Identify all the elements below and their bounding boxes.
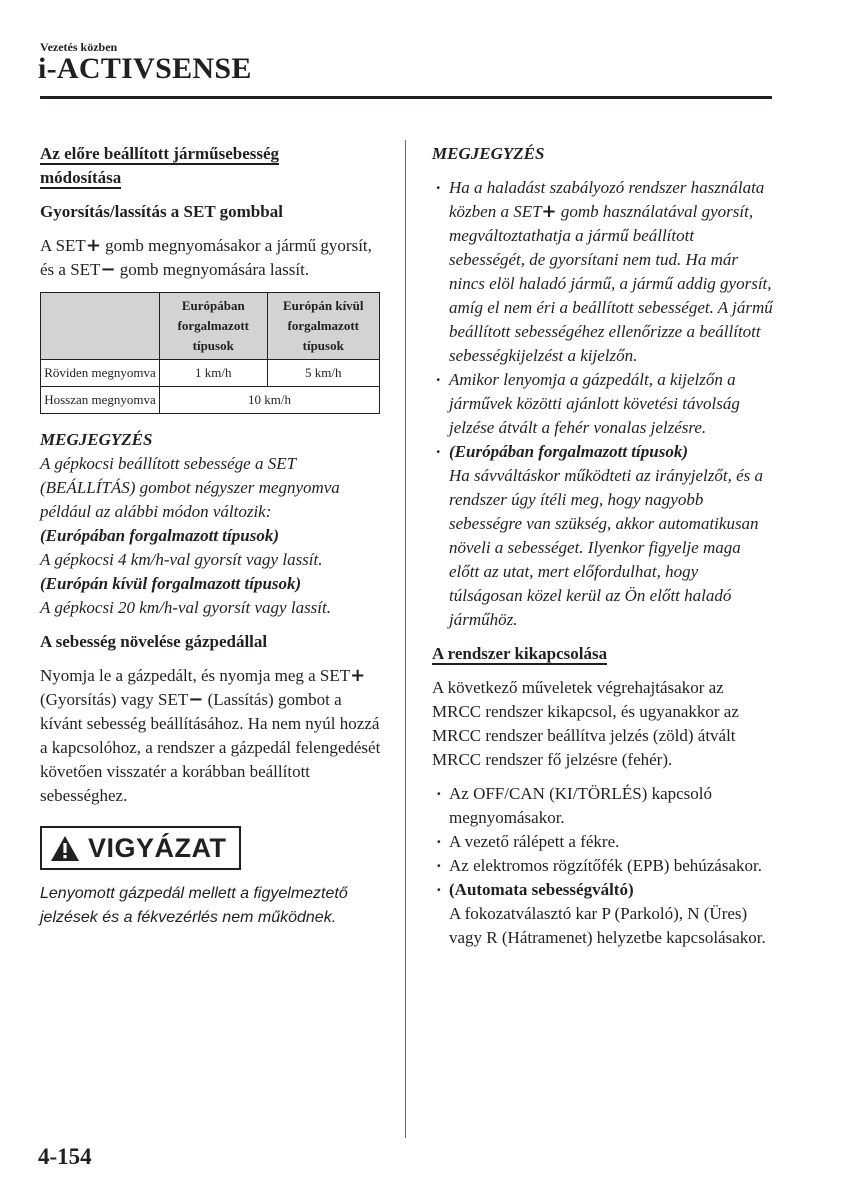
- left-column: [40, 142, 385, 930]
- list-item: [432, 176, 774, 368]
- note-non-eu-label: (Európán kívül forgalmazott típusok): [40, 574, 302, 593]
- table-row: [41, 387, 380, 414]
- table-header-eu: Európában forgalmazott típusok: [160, 293, 268, 360]
- accelerator-paragraph: [40, 664, 385, 808]
- note-title: MEGJEGYZÉS: [432, 144, 545, 163]
- table-header-row: [41, 293, 380, 360]
- table-corner-cell: [41, 293, 160, 360]
- note-block: [432, 142, 774, 632]
- warning-triangle-icon: [50, 835, 80, 862]
- text-run: gomb megnyomásakor a jármű gyorsít, és a SET: [40, 236, 372, 279]
- section-heading-deactivation: A rendszer kikapcsolása: [432, 644, 608, 663]
- note-text: A gépkocsi beállított sebessége a SET (BEÁLLÍTÁS) gombot négyszer megnyomva például az alábbi módon változik:: [40, 454, 340, 521]
- right-column: [432, 142, 774, 960]
- plus-symbol: +: [541, 201, 557, 222]
- table-row: [41, 360, 380, 387]
- header-rule: [40, 96, 772, 99]
- deactivation-intro: A következő műveletek végrehajtásakor az MRCC rendszer kikapcsol, és ugyanakkor az MRCC rendszer beállítva jelzés (zöld) átvált MRCC rendszer fő jelzésre (fehér).: [432, 678, 739, 769]
- section-heading-speed-change: Az előre beállított járműsebesség módosítása: [40, 144, 280, 187]
- list-item: [432, 878, 774, 950]
- note-eu-text: A gépkocsi 4 km/h-val gyorsít vagy lassít.: [40, 550, 323, 569]
- text-run: (Gyorsítás) vagy SET: [40, 690, 189, 709]
- text-run: gomb megnyomására lassít.: [115, 260, 310, 279]
- text-run: (Lassítás) gombot a kívánt sebesség beállításához. Ha nem nyúl hozzá a kapcsolóhoz, a rendszer a gázpedál felengedését követően visszatér a korábban beállított sebességhez.: [40, 690, 381, 805]
- text-run: A SET: [40, 236, 86, 255]
- table-cell-non-eu: 5 km/h: [267, 360, 380, 387]
- subheading-accelerator: A sebesség növelése gázpedállal: [40, 632, 268, 651]
- list-item-label: · (Automata sebességváltó): [449, 880, 634, 899]
- plus-symbol: +: [85, 235, 101, 256]
- caution-text: Lenyomott gázpedál mellett a figyelmeztető jelzések és a fékvezérlés nem működnek.: [40, 885, 348, 926]
- subheading-set-button: Gyorsítás/lassítás a SET gombbal: [40, 202, 283, 221]
- set-intro-paragraph: [40, 234, 385, 282]
- text-run: gomb használatával gyorsít, megváltoztathatja a jármű beállított sebességét, de gyorsítani nem tud. Ha már nincs elöl haladó jármű, a jármű addig gyorsít, amíg el nem éri a beállított sebességet. A jármű beállított sebességéhez ellenőrizze a beállított sebességkijelzést a kijelzőn.: [449, 202, 773, 365]
- table-cell-eu: 1 km/h: [160, 360, 268, 387]
- section-heading-wrap: [40, 142, 340, 190]
- note-bullet-list: [432, 176, 774, 632]
- list-item: · Az OFF/CAN (KI/TÖRLÉS) kapcsoló megnyomásakor.: [432, 782, 774, 830]
- caution-label: VIGYÁZAT: [88, 833, 227, 863]
- list-item: · A vezető rálépett a fékre.: [432, 830, 774, 854]
- table-header-non-eu: Európán kívül forgalmazott típusok: [267, 293, 380, 360]
- note-block: [40, 428, 385, 620]
- column-divider: [405, 140, 406, 1138]
- text-run: Ha a haladást szabályozó rendszer használata közben a SET: [449, 178, 765, 221]
- list-item-text: A fokozatválasztó kar P (Parkoló), N (Üres) vagy R (Hátramenet) helyzetbe kapcsolásakor.: [449, 904, 766, 947]
- plus-symbol: +: [350, 665, 366, 686]
- note-eu-text: Ha sávváltáskor működteti az irányjelzőt, és a rendszer úgy ítéli meg, hogy nagyobb sebességre van szükség, akkor automatikusan növeli a sebességet. Ilyenkor figyelje maga előtt az utat, mert előfordulhat, hogy túlságosan közel kerül az Ön előtt haladó járműhöz.: [449, 466, 763, 629]
- note-non-eu-text: A gépkocsi 20 km/h-val gyorsít vagy lassít.: [40, 598, 331, 617]
- text-run: Nyomja le a gázpedált, és nyomja meg a SET: [40, 666, 351, 685]
- section-heading-wrap: [432, 642, 732, 666]
- page-title: i-ACTIVSENSE: [38, 52, 252, 85]
- table-row-label: Röviden megnyomva: [41, 360, 160, 387]
- page-number: 4-154: [38, 1144, 92, 1169]
- minus-symbol: −: [188, 689, 204, 710]
- note-eu-label: (Európában forgalmazott típusok): [40, 526, 279, 545]
- list-item: · Az elektromos rögzítőfék (EPB) behúzásakor.: [432, 854, 774, 878]
- table-row-label: Hosszan megnyomva: [41, 387, 160, 414]
- table-cell-both: 10 km/h: [160, 387, 380, 414]
- note-eu-label: · (Európában forgalmazott típusok): [449, 442, 688, 461]
- note-title: MEGJEGYZÉS: [40, 430, 153, 449]
- list-item: · Amikor lenyomja a gázpedált, a kijelzőn a járművek közötti ajánlott követési távolság jelzése átvált a fehér vonalas jelzésre.: [432, 368, 774, 440]
- speed-increment-table: [40, 292, 380, 414]
- section-name: Vezetés közben: [40, 40, 118, 54]
- list-item: [432, 440, 774, 632]
- caution-box: [40, 826, 241, 870]
- deactivation-list: [432, 782, 774, 950]
- minus-symbol: −: [100, 259, 116, 280]
